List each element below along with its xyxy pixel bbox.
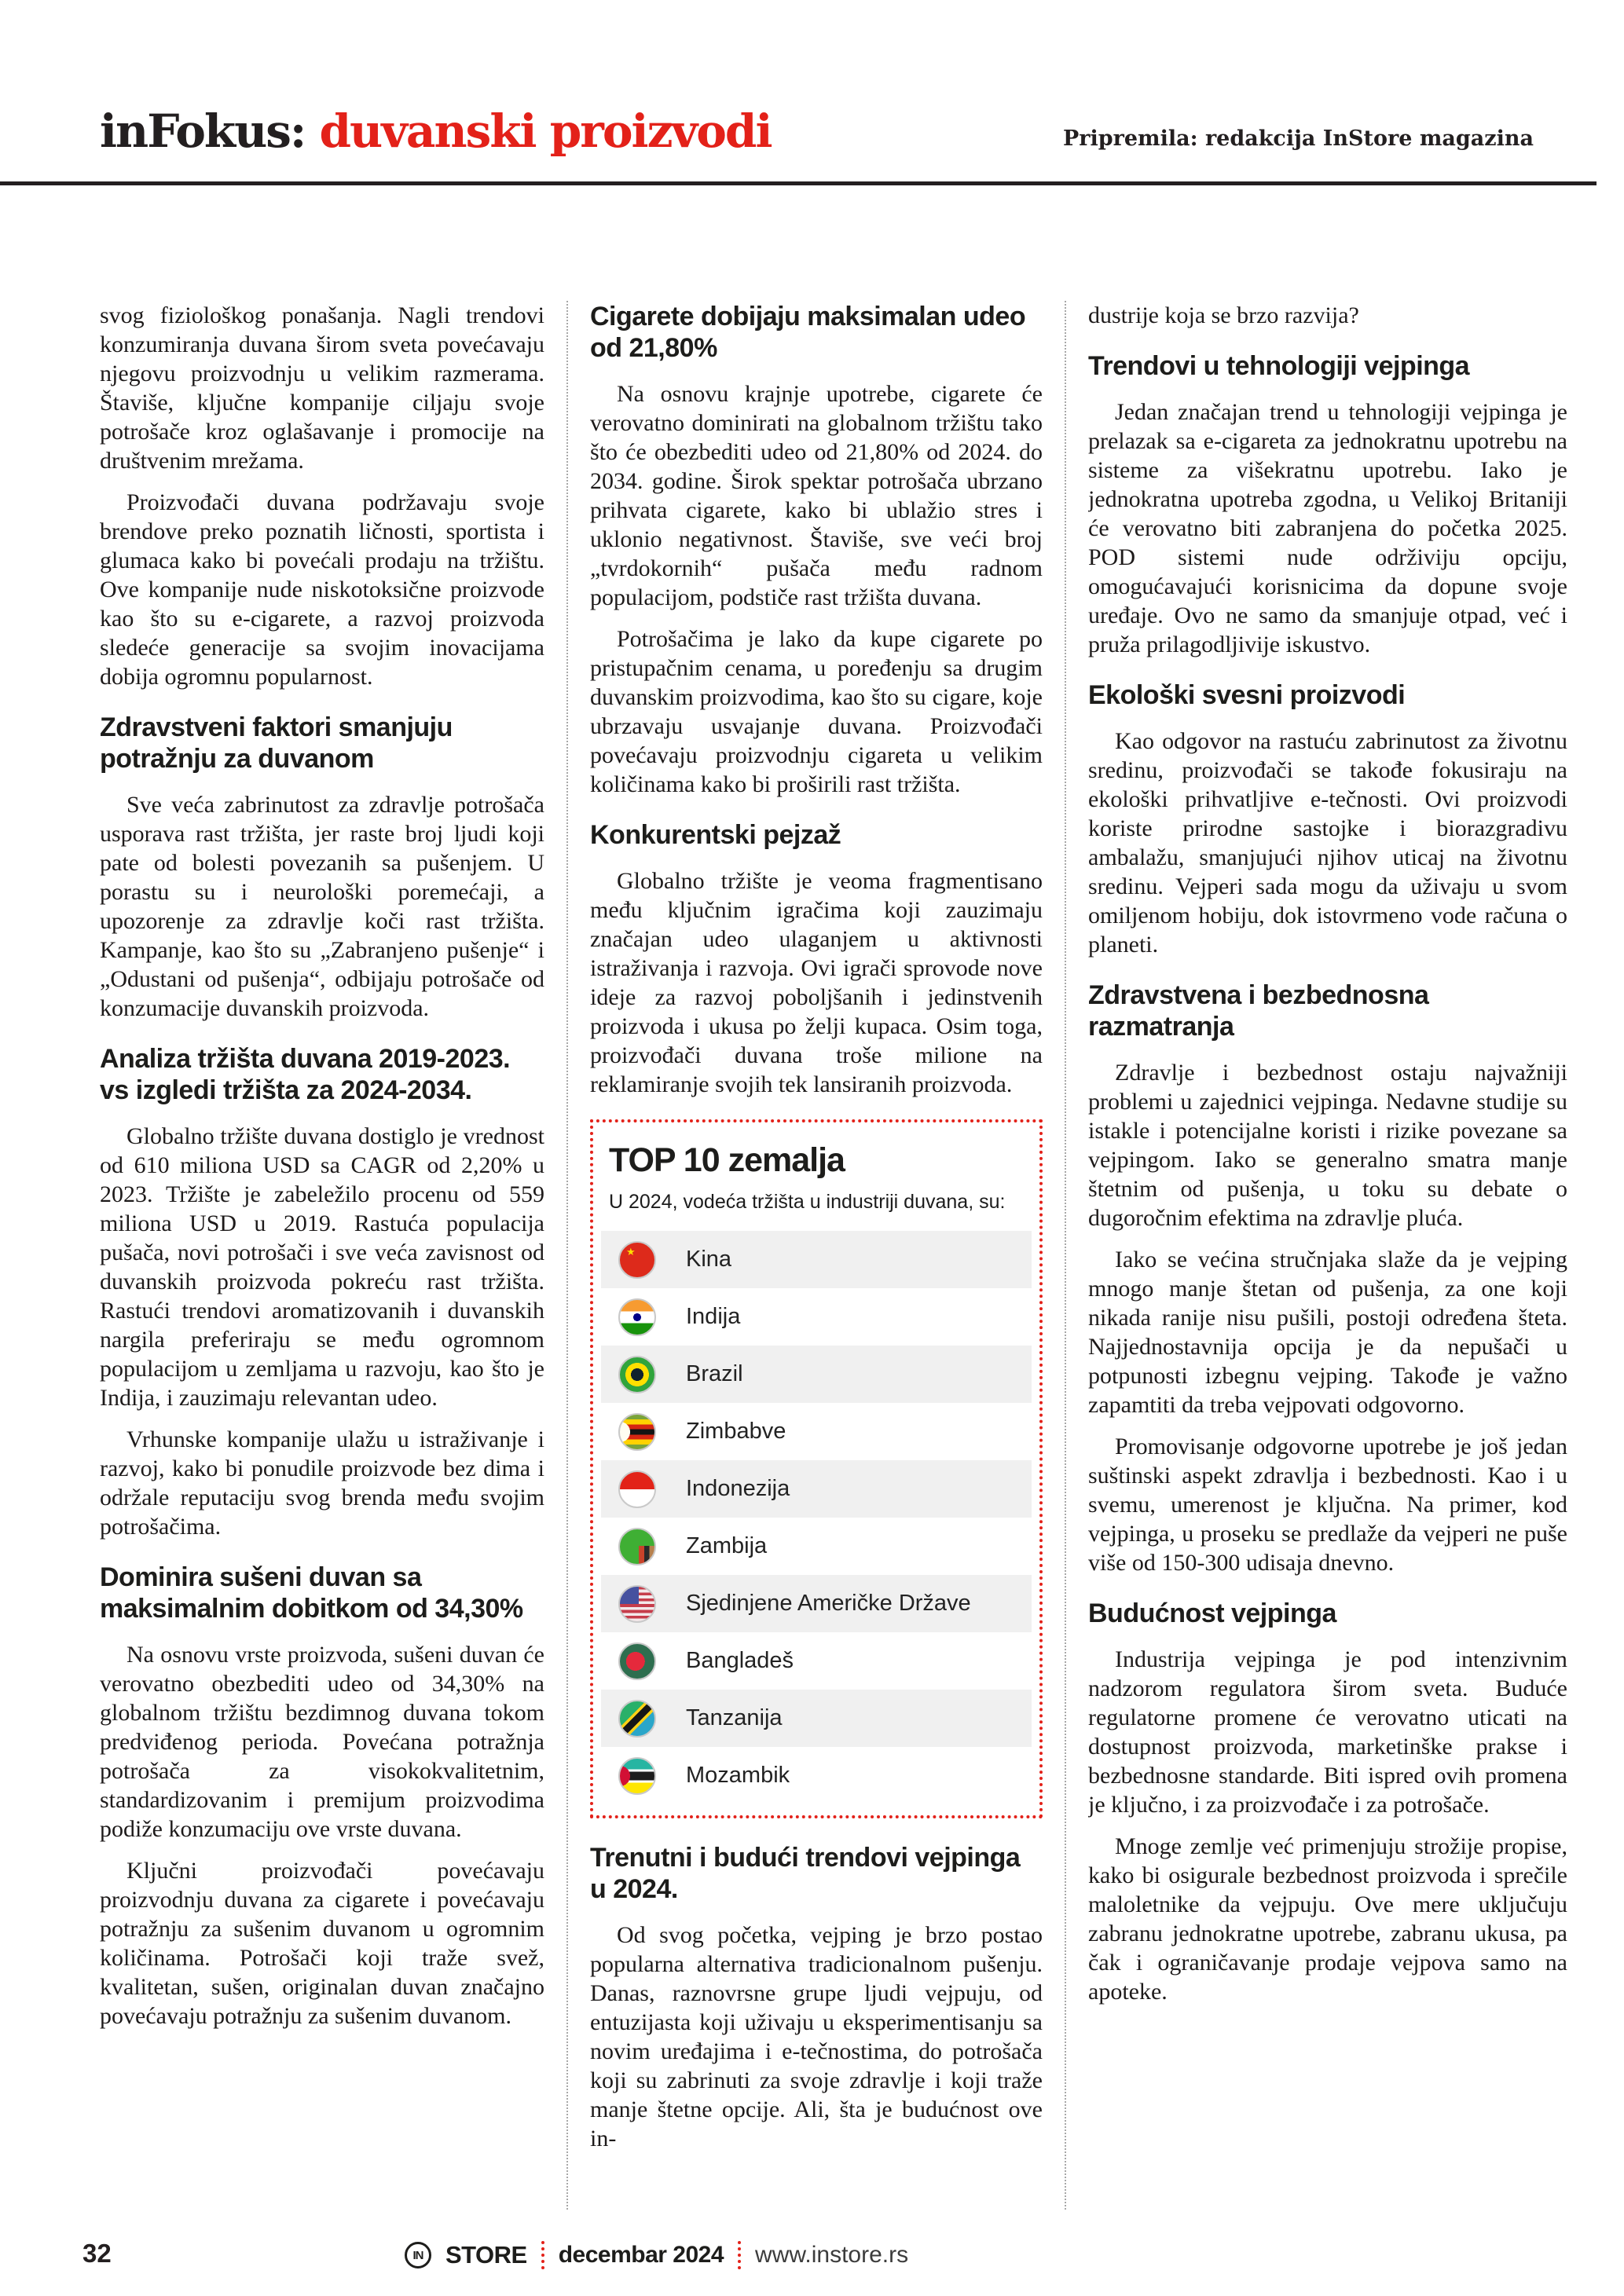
section-heading: Zdravstvena i bezbednosna razmatranja [1088, 980, 1429, 1042]
paragraph: Sve veća zabrinutost za zdravlje potrošača usporava rast tržišta, jer raste broj ljudi koji pate od bolesti povezanih sa pušenjem. U porastu su i neurološki poremećaji, a upozorenje za zdravlje koči rast tržišta. Kampanje, kao što su „Zabranjeno pušenje“ i „Odustani od pušenja“, odbijaju potrošače od konzumacije duvanskih proizvoda. [100, 792, 544, 1021]
page-title-black: inFokus: [100, 104, 306, 158]
flag-indija-icon [618, 1298, 656, 1336]
paragraph: Mnoge zemlje već primenjuju strožije propise, kako bi osigurale bezbednost proizvoda i sprečile maloletnike da vejpuju. Ove mere uključuju zabranu jednokratne upotrebe, zabranu ukusa, pa čak i ograničavanje prodaje vejpova samo na apoteke. [1088, 1833, 1567, 2005]
country-row [601, 1747, 1032, 1804]
flag-kina-icon [618, 1241, 656, 1279]
paragraph: Globalno tržište duvana dostiglo je vrednost od 610 miliona USD sa CAGR od 2,20% u 2023. Tržište je zabeležilo procenu od 559 miliona USD u 2019. Rastuća populacija pušača, novi potrošači i sve veća zavisnost od duvanskih proizvoda pokreću rast tržišta. Rastući trendovi aromatizovanih i duvanskih nargila preferiraju se među ogromnom populacijom u zemljama u razvoju, kao što je Indija, i zauzimaju relevantan udeo. [100, 1123, 544, 1411]
paragraph: Od svog početka, vejping je brzo postao popularna alternativa tradicionalnom pušenju. Danas, raznovrsne grupe ljudi vejpuju, od entuzijasta koji uživaju u eksperimentisanju sa novim uređajima i e-tečnostima, do potrošača koji su zabrinuti za svoje zdravlje i koji traže manje štetne opcije. Ali, šta je budućnost ove in- [590, 1922, 1043, 2151]
section-heading: Dominira sušeni duvan sa maksimalnim dobitkom od 34,30% [100, 1562, 523, 1624]
paragraph: Na osnovu krajnje upotrebe, cigarete će verovatno dominirati na globalnom tržištu tako što će obezbediti udeo od 21,80% od 2024. do 2034. godine. Širok spektar potrošača ubrzano prihvata cigarete, kako bi ublažio stres i uklonio negativnost. Štaviše, sve veći broj „tvrdokornih“ pušača među radnom populacijom, podstiče rast tržišta duvana. [590, 381, 1043, 610]
column-3 [1088, 301, 1567, 2210]
section-heading: Budućnost vejpinga [1088, 1598, 1336, 1628]
top10-title: TOP 10 zemalja [609, 1141, 845, 1179]
country-name: Zimbabve [686, 1419, 786, 1444]
top10-countries-box [590, 1119, 1043, 1818]
paragraph: Vrhunske kompanije ulažu u istraživanje i razvoj, kako bi ponudile proizvode bez dima i održale reputaciju svog brenda među svojim potrošačima. [100, 1426, 544, 1540]
issue-date: decembar 2024 [558, 2242, 724, 2268]
flag-indonezija-icon [618, 1470, 656, 1508]
country-name: Zambija [686, 1533, 768, 1558]
flag-zambija-icon [618, 1528, 656, 1565]
column-divider [566, 301, 568, 2210]
paragraph: Promovisanje odgovorne upotrebe je još jedan suštinski aspekt zdravlja i bezbednosti. Kao i u svemu, umerenost je ključna. Na primer, kod vejpinga, u proseku se predlaže da vejperi ne puše više od 150-300 udisaja dnevno. [1088, 1434, 1567, 1576]
footer-divider-dots [738, 2241, 741, 2269]
page-footer [0, 2237, 1624, 2276]
column-divider [1065, 301, 1066, 2210]
section-heading: Konkurentski pejzaž [590, 820, 841, 850]
section-heading: Trenutni i budući trendovi vejpinga u 2024. [590, 1843, 1021, 1904]
flag-mozambik-icon [618, 1757, 656, 1795]
page-number: 32 [82, 2239, 112, 2268]
paragraph: Jedan značajan trend u tehnologiji vejpinga je prelazak sa e-cigareta za jednokratnu upotrebu na sisteme za višekratnu upotrebu. Iako je jednokratna upotreba zgodna, u Velikoj Britaniji će verovatno biti zabranjena do početka 2025. POD sistemi nude održiviju opciju, omogućavajući korisnicima da dopune svoje uređaje. Ovo ne samo da smanjuje otpad, već i pruža prilagodljivije iskustvo. [1088, 399, 1567, 657]
paragraph: Kao odgovor na rastuću zabrinutost za životnu sredinu, proizvođači se takođe fokusiraju na ekološki prihvatljive e-tečnosti. Ovi proizvodi koriste prirodne sastojke i biorazgradivu ambalažu, smanjujući njihov uticaj na životnu sredinu. Vejperi sada mogu da uživaju u svom omiljenom hobiju, dok istovrmeno vode računa o planeti. [1088, 728, 1567, 958]
paragraph: Industrija vejpinga je pod intenzivnim nadzorom regulatora širom sveta. Buduće regulatorne promene će verovatno uticati na dostupnost proizvoda, marketinške prakse i bezbednosne standarde. Biti ispred ovih promena je ključno, i za proizvođače i za potrošače. [1088, 1646, 1567, 1818]
instore-logo-icon: IN [405, 2242, 431, 2269]
country-name: Bangladeš [686, 1648, 794, 1673]
top10-subtitle: U 2024, vodeća tržišta u industriji duvana, su: [609, 1191, 1006, 1213]
country-row [601, 1460, 1032, 1518]
section-heading: Analiza tržišta duvana 2019-2023. vs izgledi tržišta za 2024-2034. [100, 1044, 511, 1105]
country-row [601, 1518, 1032, 1575]
byline: Pripremila: redakcija InStore magazina [1062, 126, 1534, 151]
section-heading: Zdravstveni faktori smanjuju potražnju za duvanom [100, 712, 453, 774]
country-row [601, 1288, 1032, 1346]
flag-zimbabve-icon [618, 1413, 656, 1451]
section-heading: Ekološki svesni proizvodi [1088, 680, 1406, 710]
flag-banglades-icon [618, 1642, 656, 1680]
paragraph: Potrošačima je lako da kupe cigarete po pristupačnim cenama, u poređenju sa drugim duvanskim proizvodima, kao što su cigare, koje ubrzavaju usvajanje duvana. Proizvođači povećavaju proizvodnju cigareta u velikim količinama kako bi proširili rast tržišta. [590, 626, 1043, 797]
website-url: www.instore.rs [755, 2242, 909, 2268]
page-title [100, 104, 772, 158]
paragraph: Zdravlje i bezbednost ostaju najvažniji problemi u zajednici vejpinga. Nedavne studije su istakle i potencijalne koristi i rizike povezane sa vejpingom. Iako se generalno smatra manje štetnim od pušenja, u toku su debate o dugoročnim efektima na zdravlje pluća. [1088, 1060, 1567, 1231]
column-2 [590, 301, 1043, 2210]
country-name: Tanzanija [686, 1705, 783, 1730]
country-row [601, 1632, 1032, 1690]
store-logo-text: STORE [445, 2241, 527, 2269]
section-heading: Cigarete dobijaju maksimalan udeo od 21,80% [590, 302, 1026, 363]
country-row [601, 1690, 1032, 1747]
header-rule [0, 181, 1597, 185]
paragraph: dustrije koja se brzo razvija? [1088, 302, 1359, 328]
paragraph: Globalno tržište je veoma fragmentisano među ključnim igračima koji zauzimaju značajan udeo ulaganjem u aktivnosti istraživanja i razvoja. Ovi igrači sprovode nove ideje za razvoj poboljšanih i jedinstvenih proizvoda i ukusa po želji kupaca. Osim toga, proizvođači duvana troše milione na reklamiranje svojih tek lansiranih proizvoda. [590, 868, 1043, 1097]
flag-brazil-icon [618, 1356, 656, 1393]
country-name: Sjedinjene Američke Države [686, 1591, 971, 1616]
country-row [601, 1575, 1032, 1632]
country-row [601, 1346, 1032, 1403]
paragraph: Na osnovu vrste proizvoda, sušeni duvan će verovatno obezbediti udeo od 34,30% na globalnom tržištu bezdimnog duvana tokom predviđenog perioda. Povećana potražnja potrošača za visokokvalitetnim, standardizovanim i premijum proizvodima podiže konzumaciju ove vrste duvana. [100, 1642, 544, 1842]
country-name: Kina [686, 1247, 732, 1272]
page-title-red: duvanski proizvodi [305, 104, 772, 158]
country-name: Mozambik [686, 1763, 790, 1788]
paragraph: Ključni proizvođači povećavaju proizvodnju duvana za cigarete i povećavaju potražnju za sušenim duvanom u ogromnim količinama. Potrošači koji traže svež, kvalitetan, sušen, originalan duvan značajno povećavaju potražnju za sušenim duvanom. [100, 1858, 544, 2029]
country-row [601, 1231, 1032, 1288]
column-1 [100, 301, 544, 2210]
paragraph: Proizvođači duvana podržavaju svoje brendove preko poznatih ličnosti, sportista i glumaca kako bi povećali prodaju na tržištu. Ove kompanije nude niskotoksične proizvode kao što su e-cigarete, a razvoj proizvoda sledeće generacije sa svojim inovacijama dobija ogromnu popularnost. [100, 489, 544, 690]
footer-brand [405, 2237, 908, 2273]
masthead [100, 104, 1534, 158]
country-name: Indija [686, 1304, 741, 1329]
paragraph: svog fiziološkog ponašanja. Nagli trendovi konzumiranja duvana širom sveta povećavaju njegovu proizvodnju u velikim razmerama. Štaviše, ključne kompanije ciljaju svoje potrošače kroz oglašavanje i promocije na društvenim mrežama. [100, 302, 544, 474]
paragraph: Iako se većina stručnjaka slaže da je vejping mnogo manje štetan od pušenja, za one koji nikada ranije nisu pušili, postoji određena šteta. Najjednostavnija opcija je da nepušači u potpunosti izbegnu vejping. Takođe je važno zapamtiti da treba vejpovati odgovorno. [1088, 1247, 1567, 1418]
country-name: Brazil [686, 1361, 743, 1386]
section-heading: Trendovi u tehnologiji vejpinga [1088, 351, 1470, 381]
country-row [601, 1403, 1032, 1460]
flag-sad-icon [618, 1585, 656, 1623]
article-body [100, 301, 1567, 2210]
country-name: Indonezija [686, 1476, 790, 1501]
footer-divider-dots [541, 2241, 544, 2269]
flag-tanzanija-icon [618, 1700, 656, 1738]
